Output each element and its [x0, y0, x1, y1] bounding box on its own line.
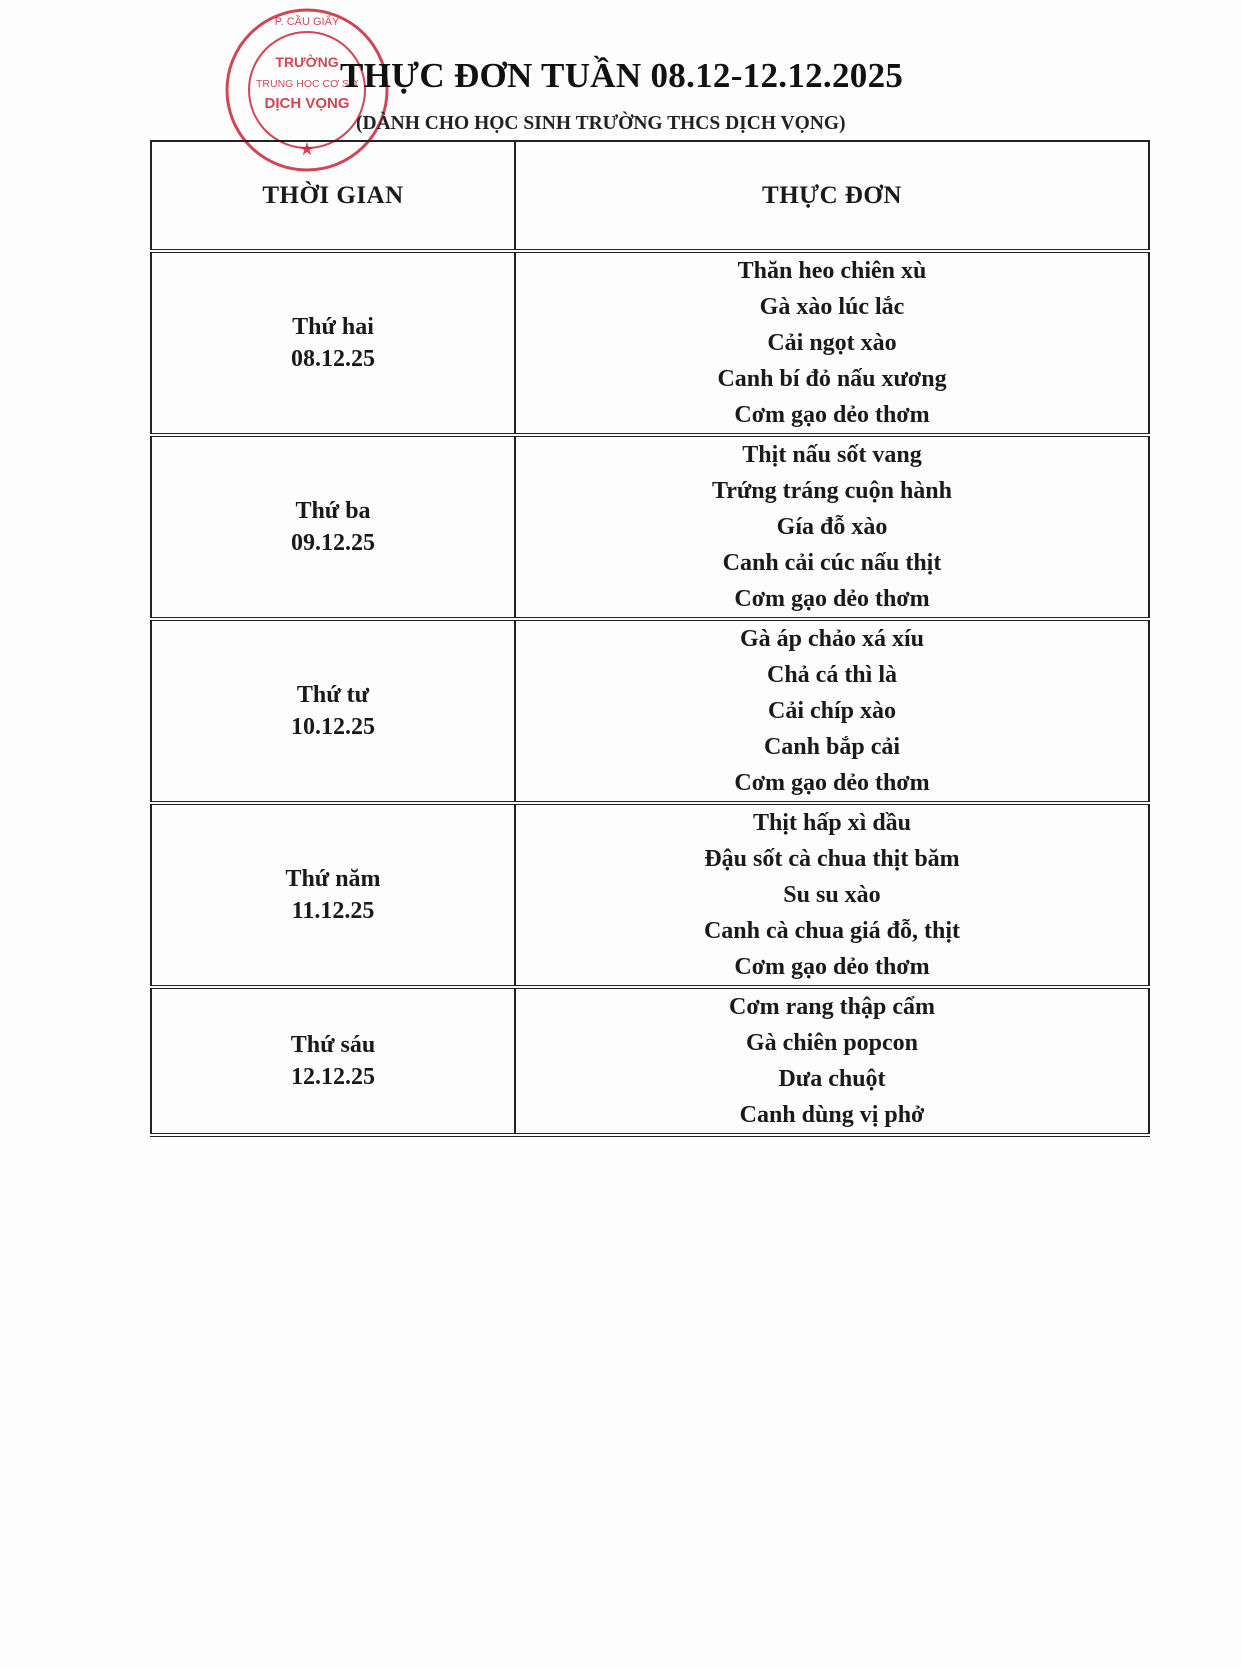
- table-row: [151, 619, 1149, 803]
- day-cell: [151, 251, 515, 435]
- dish-item: Đậu sốt cà chua thịt băm: [704, 846, 960, 872]
- stamp-ring-text: P. CẦU GIẤY: [274, 16, 340, 28]
- dish-item: Cơm rang thập cẩm: [729, 994, 935, 1020]
- dish-item: Thịt hấp xì dầu: [752, 810, 912, 836]
- day-name: Thứ sáu: [290, 1032, 376, 1058]
- dish-cell: [515, 619, 1149, 803]
- day-date: 09.12.25: [291, 530, 375, 556]
- dish-cell: [515, 435, 1149, 619]
- stamp-line3: DỊCH VỌNG: [264, 95, 350, 112]
- dish-item: Canh bắp cải: [763, 734, 901, 760]
- day-cell: [151, 803, 515, 987]
- header-menu: THỰC ĐƠN: [515, 141, 1149, 251]
- day-name: Thứ tư: [296, 682, 370, 708]
- table-header-row: [151, 141, 1149, 251]
- table-row: [151, 987, 1149, 1135]
- dish-item: Gà áp chảo xá xíu: [739, 626, 925, 652]
- stamp-star: ★: [298, 139, 316, 159]
- dish-item: Su su xào: [783, 882, 881, 908]
- dish-item: Gà chiên popcon: [745, 1030, 919, 1056]
- day-name: Thứ năm: [285, 866, 381, 892]
- day-cell: [151, 987, 515, 1135]
- dish-item: Chả cá thì là: [766, 662, 897, 688]
- stamp-line1: TRƯỜNG: [275, 54, 339, 70]
- dish-item: Canh bí đỏ nấu xương: [717, 366, 947, 392]
- day-date: 12.12.25: [291, 1064, 375, 1090]
- page-subtitle: (DÀNH CHO HỌC SINH TRƯỜNG THCS DỊCH VỌNG): [356, 113, 846, 134]
- day-name: Thứ hai: [292, 314, 374, 340]
- dish-item: Canh cà chua giá đỗ, thịt: [703, 918, 961, 944]
- day-cell: [151, 435, 515, 619]
- dish-item: Thăn heo chiên xù: [737, 258, 927, 284]
- dish-cell: [515, 987, 1149, 1135]
- day-cell: [151, 619, 515, 803]
- dish-item: Gía đỗ xào: [776, 514, 888, 540]
- dish-cell: [515, 251, 1149, 435]
- dish-item: Cải chíp xào: [767, 698, 896, 724]
- menu-table: [150, 140, 1150, 1137]
- day-date: 11.12.25: [291, 898, 375, 924]
- dish-item: Thịt nấu sốt vang: [742, 442, 922, 468]
- dish-item: Cơm gạo dẻo thơm: [734, 402, 930, 428]
- page-title: THỰC ĐƠN TUẦN 08.12-12.12.2025: [340, 56, 904, 95]
- dish-item: Gà xào lúc lắc: [759, 294, 905, 320]
- dish-item: Trứng tráng cuộn hành: [711, 478, 952, 504]
- day-name: Thứ ba: [295, 498, 371, 524]
- dish-item: Cơm gạo dẻo thơm: [734, 954, 930, 980]
- table-row: [151, 435, 1149, 619]
- day-date: 08.12.25: [291, 346, 375, 372]
- dish-item: Cải ngọt xào: [767, 330, 897, 356]
- header-time: THỜI GIAN: [151, 141, 515, 251]
- dish-item: Canh cải cúc nấu thịt: [722, 550, 942, 576]
- day-date: 10.12.25: [291, 714, 375, 740]
- stamp-line2: TRUNG HỌC CƠ SỞ: [255, 78, 359, 90]
- table-row: [151, 251, 1149, 435]
- table-row: [151, 803, 1149, 987]
- dish-item: Cơm gạo dẻo thơm: [734, 586, 930, 612]
- dish-item: Cơm gạo dẻo thơm: [734, 770, 930, 796]
- dish-item: Canh dùng vị phở: [739, 1102, 925, 1128]
- dish-item: Dưa chuột: [778, 1066, 886, 1092]
- dish-cell: [515, 803, 1149, 987]
